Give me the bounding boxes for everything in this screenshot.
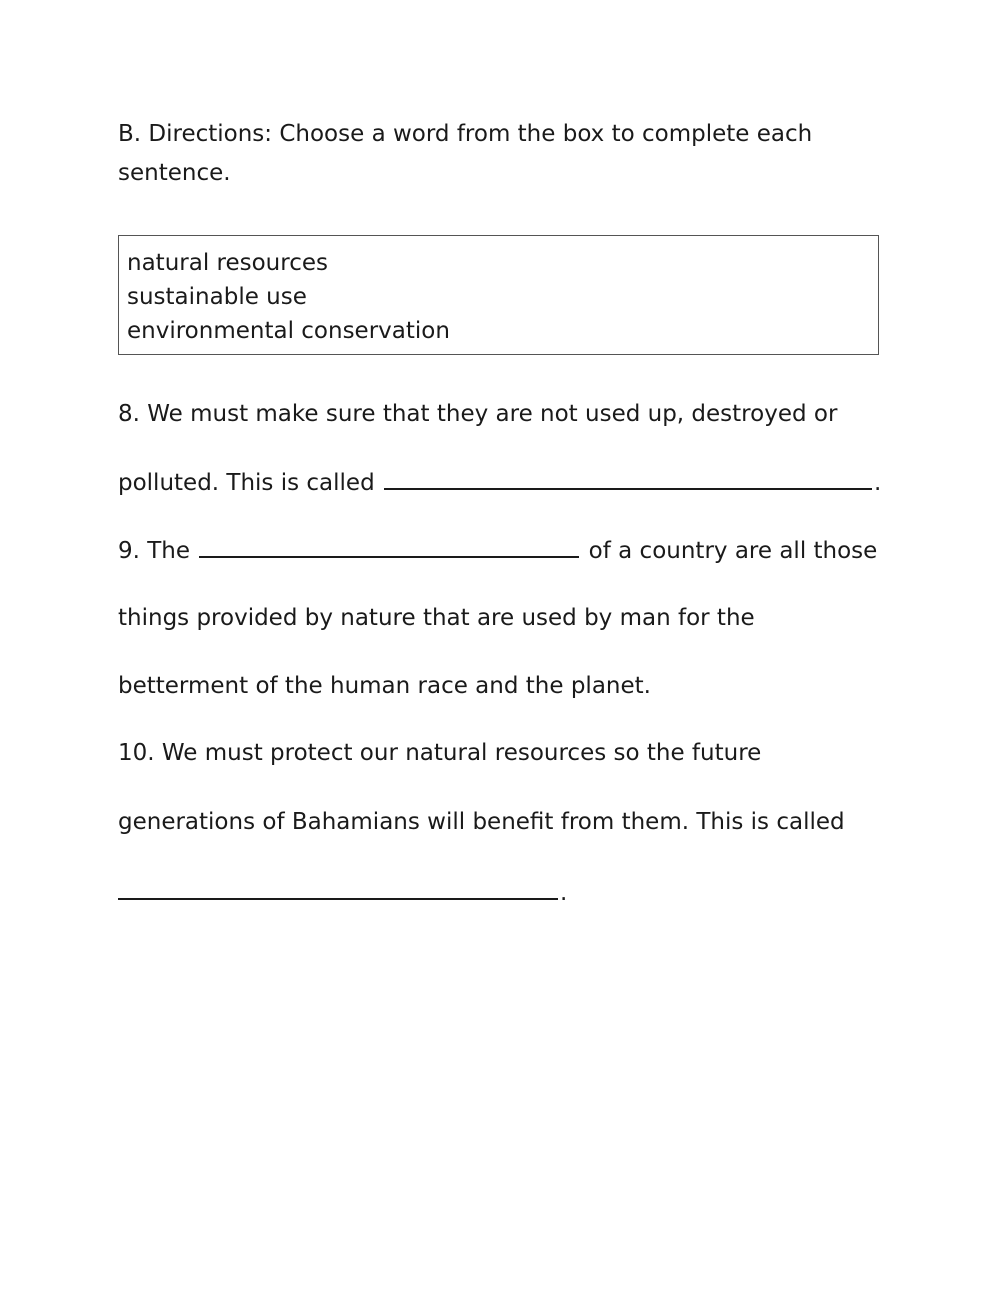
question-8-line-2 xyxy=(118,466,881,498)
question-9-prefix: 9. The xyxy=(118,538,191,564)
answer-blank-9[interactable] xyxy=(199,534,579,558)
question-10-line-1: 10. We must protect our natural resources so the future xyxy=(118,740,762,766)
question-9-suffix: of a country are all those xyxy=(588,538,878,564)
word-sustainable-use: sustainable use xyxy=(127,284,307,310)
question-9-line-1 xyxy=(118,534,877,566)
question-8-prefix: polluted. This is called xyxy=(118,470,375,496)
question-10-suffix: . xyxy=(560,880,568,906)
question-9-line-2: things provided by nature that are used by man for the xyxy=(118,605,755,631)
question-8-line-1: 8. We must make sure that they are not used up, destroyed or xyxy=(118,401,838,427)
question-8-suffix: . xyxy=(874,470,882,496)
answer-blank-8[interactable] xyxy=(384,466,872,490)
word-environmental-conservation: environmental conservation xyxy=(127,318,450,344)
answer-blank-10[interactable] xyxy=(118,876,558,900)
directions-line-1: B. Directions: Choose a word from the box to complete each xyxy=(118,121,813,147)
question-10-line-3 xyxy=(118,876,567,908)
question-9-line-3: betterment of the human race and the planet. xyxy=(118,673,651,699)
word-natural-resources: natural resources xyxy=(127,250,328,276)
directions-line-2: sentence. xyxy=(118,160,231,186)
question-10-line-2: generations of Bahamians will benefit from them. This is called xyxy=(118,809,845,835)
word-box xyxy=(118,235,879,355)
